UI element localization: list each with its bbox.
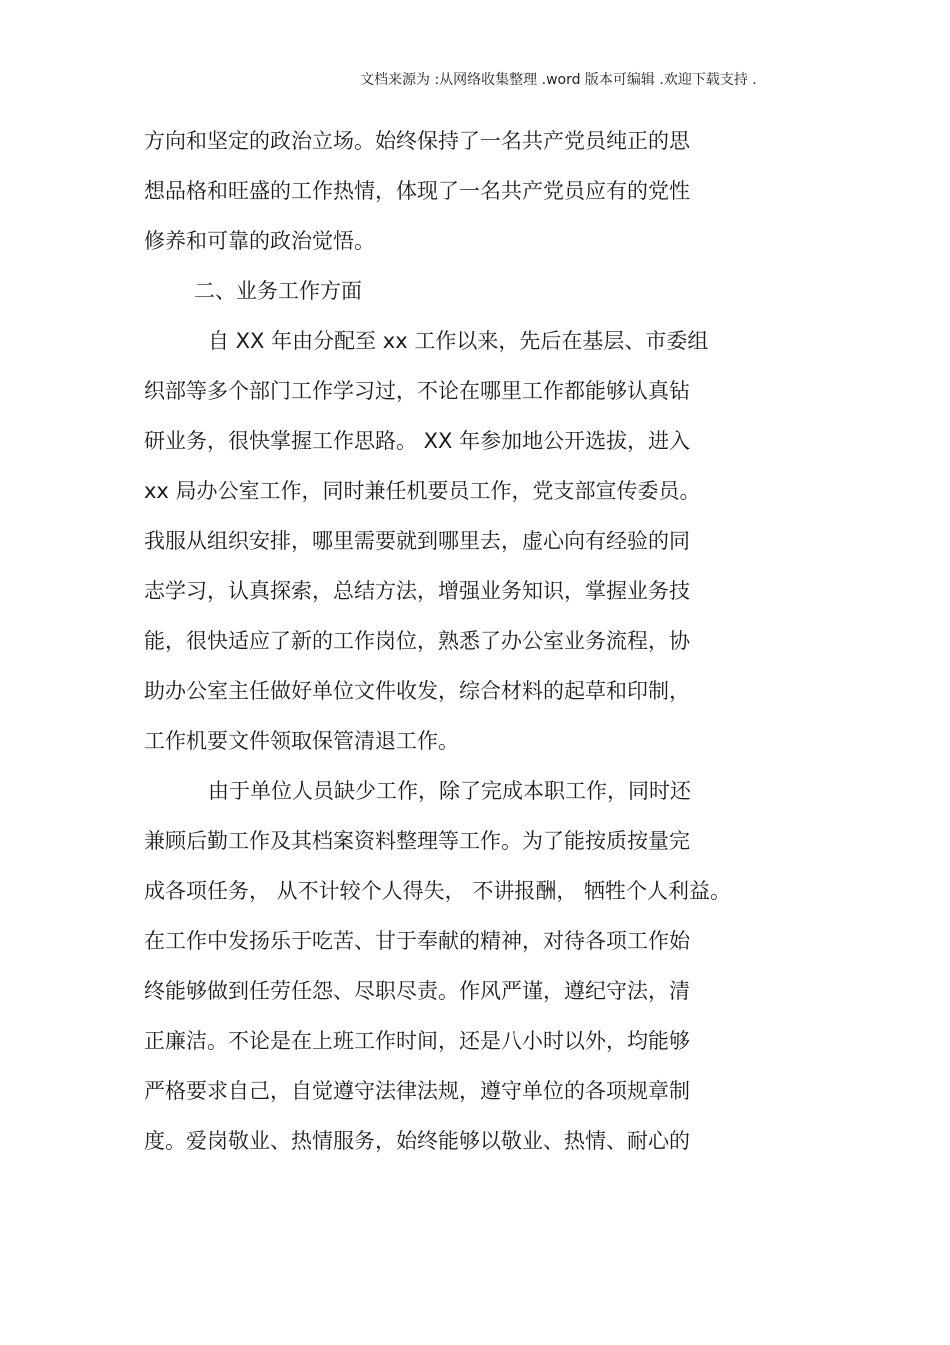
text-line: 正廉洁。不论是在上班工作时间，还是八小时以外，均能够 [144,1029,690,1053]
text-line: 能，很快适应了新的工作岗位，熟悉了办公室业务流程，协 [144,629,690,653]
text-line: 成各项任务， 从不计较个人得失， 不讲报酬， 牺牲个人利益。 [144,879,732,903]
text-line: 想品格和旺盛的工作热情，体现了一名共产党员应有的党性 [144,179,690,203]
source-note: 文档来源为 :从网络收集整理 .word 版本可编辑 .欢迎下载支持 . [360,72,757,88]
text-line: 度。爱岗敬业、热情服务，始终能够以敬业、热情、耐心的 [144,1129,690,1153]
text-line: 织部等多个部门工作学习过，不论在哪里工作都能够认真钻 [144,379,690,403]
text-line: 严格要求自己，自觉遵守法律法规，遵守单位的各项规章制 [144,1079,690,1103]
text-line: 我服从组织安排，哪里需要就到哪里去，虚心向有经验的同 [144,529,690,553]
text-line: 兼顾后勤工作及其档案资料整理等工作。为了能按质按量完 [144,829,690,853]
text-line: xx 局办公室工作，同时兼任机要员工作，党支部宣传委员。 [144,479,701,503]
text-line: 由于单位人员缺少工作，除了完成本职工作，同时还 [208,779,691,803]
text-line: 终能够做到任劳任怨、尽职尽责。作风严谨，遵纪守法，清 [144,979,690,1003]
text-line: 方向和坚定的政治立场。始终保持了一名共产党员纯正的思 [144,129,690,153]
text-line: 助办公室主任做好单位文件收发，综合材料的起草和印制， [144,679,690,703]
text-line: 在工作中发扬乐于吃苦、甘于奉献的精神，对待各项工作始 [144,929,690,953]
text-line: 工作机要文件领取保管清退工作。 [144,729,459,753]
text-line: 志学习，认真探索，总结方法，增强业务知识，掌握业务技 [144,579,690,603]
text-line: 二、业务工作方面 [194,279,362,303]
text-line: 自 XX 年由分配至 xx 工作以来，先后在基层、市委组 [208,329,709,353]
text-line: 修养和可靠的政治觉悟。 [144,229,375,253]
text-line: 研业务，很快掌握工作思路。 XX 年参加地公开选拔，进入 [144,429,691,453]
